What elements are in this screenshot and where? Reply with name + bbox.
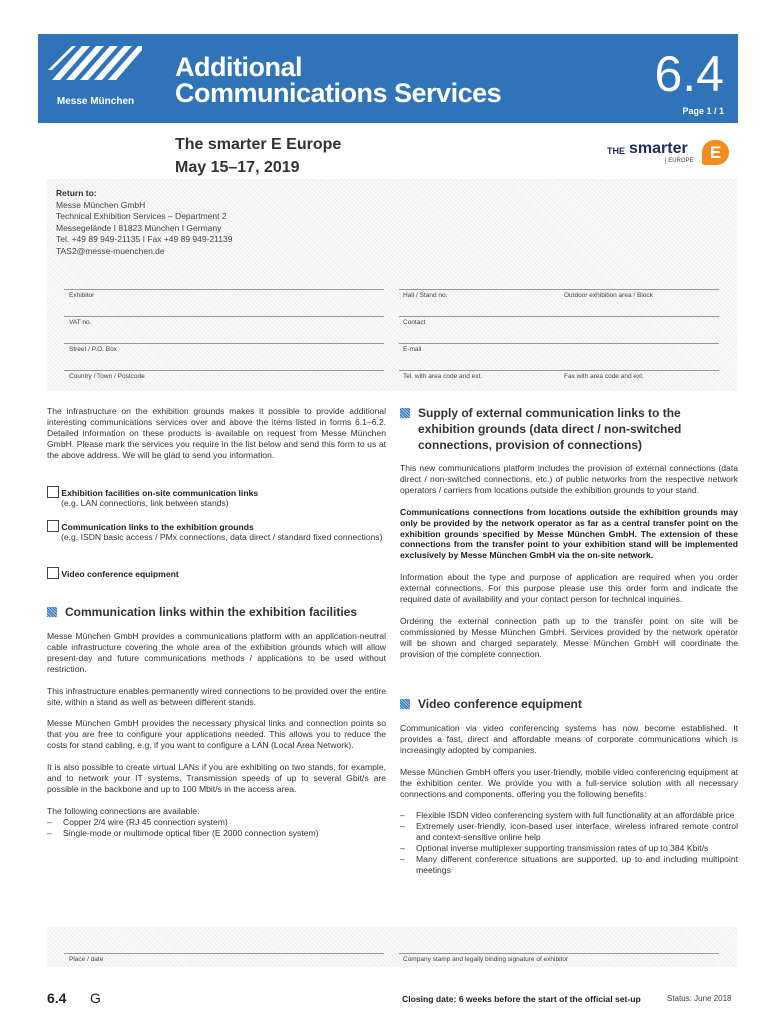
form-title: Additional Communications Services <box>175 52 502 108</box>
form-number: 6.4 <box>654 46 724 102</box>
checkbox-lan[interactable] <box>47 486 59 498</box>
the-smarter-e-logo: THE smarter | EUROPE E <box>607 140 737 168</box>
footer-letter: G <box>90 990 101 1006</box>
section-bullet-icon <box>400 408 410 418</box>
list-item: – Extremely user-friendly, icon-based user interface, wireless infrared remote control and context-sensitive online help <box>400 821 738 843</box>
messe-muenchen-logo <box>38 34 153 123</box>
list-item: – Single-mode or multimode optical fiber (E 2000 connection system) <box>47 828 386 839</box>
list-item: – Optional inverse multiplexer supporting transmission rates of up to 384 Kbit/s <box>400 843 738 854</box>
section-video-body: Communication via video conferencing systems has now become established. It provides a fast, direct and affordable means of corporate communications which is increasingly adopted by companies. Messe München GmbH offers you user-friendly, mobile video conferencing equipment at the exhibition center. We provide you with a full-service solution with all necessary connections and components, offering you the following benefits: – Flexible ISDN video conferencing system with full functionality at an affordable price – Extremely user-friendly, icon-based user interface, wireless infrared remote control and context-sensitive online help – Optional inverse multiplexer supporting transmission rates of up to 384 Kbit/s – Many different conference situations are supported, up to and including multipoint meetings <box>400 723 738 876</box>
street-field[interactable] <box>64 343 384 344</box>
signature-field[interactable] <box>399 953 719 954</box>
country-field[interactable] <box>64 370 384 371</box>
option-lan: Exhibition facilities on-site communication links (e.g. LAN connections, link between stands) <box>47 486 386 509</box>
intro-text: The infrastructure on the exhibition grounds makes it possible to provide additional interesting communications services over and above the items listed in forms 6.1–6.2. Detailed information on these products is available on request from Messe München GmbH. Please mark the services you require in the list below and send this form to us at the above address. We will be glad to send you information. <box>47 406 386 460</box>
checkbox-external-links[interactable] <box>47 520 59 532</box>
list-item: – Many different conference situations are supported, up to and including multipoint meetings <box>400 854 738 876</box>
list-item: – Copper 2/4 wire (RJ 45 connection system) <box>47 817 386 828</box>
signature-box: Place / date Company stamp and legally binding signature of exhibitor <box>47 927 737 967</box>
event-dates: May 15–17, 2019 <box>175 159 300 176</box>
option-external-links: Communication links to the exhibition grounds (e.g. ISDN basic access / PMx connections, data direct / standard fixed connections) <box>47 520 386 543</box>
hall-stand-field[interactable] <box>399 289 719 290</box>
outdoor-area-label: Outdoor exhibition area / Block <box>564 292 653 299</box>
event-name: The smarter E Europe <box>175 136 342 153</box>
logo-stripes-icon <box>38 34 153 94</box>
brand-e-icon: E <box>702 140 729 165</box>
form-header <box>38 34 738 123</box>
section-within-body: Messe München GmbH provides a communications platform with an application-neutral cable infrastructure covering the whole area of the exhibition grounds which will allow present-day and future communications methods / applications to be used without restriction. This infrastructure enables permanently wired connections to be provided over the entire site, within a stand as well as between different stands. Messe München GmbH provides the necessary physical links and connection points so that you are free to configure your applications needed. This allows you to reduce the costs for stand cabling, e.g. if you want to configure a LAN (Local Area Network). It is also possible to create virtual LANs if you are exhibiting on two stands, for example, and to network your IT systems. Transmission speeds of up to several Gbit/s are possible in the backbone and up to 100 Mbit/s in the access area. The following connections are available: – Copper 2/4 wire (RJ 45 connection system) – Single-mode or multimode optical fiber (E 2000 connection system) <box>47 631 386 839</box>
closing-date: Closing date: 6 weeks before the start of the official set-up <box>402 994 641 1004</box>
logo-text: Messe München <box>56 96 135 107</box>
list-item: – Flexible ISDN video conferencing system with full functionality at an affordable price <box>400 810 738 821</box>
checkbox-video[interactable] <box>47 567 59 579</box>
section-external-body: This new communications platform includes the provision of external connections (data direct / non-switched connections, etc.) of public networks from the respective network operators / carriers from locations outside the exhibition grounds to your stand. Communications connections from locations outside the exhibition grounds may only be provided by the network operator as far as a central transfer point on the exhibition grounds specified by Messe München GmbH. The extension of these connections from the transfer point to your exhibition stand will be implemented exclusively by Messe München GmbH via the on-site network. Information about the type and purpose of application are required when you order external connections. For this purpose please use this order form and indicate the required date of availability and your contact person for technical inquiries. Ordering the external connection path up to the transfer point on site will be commissioned by Messe München GmbH. Services provided by the network operator will be shown and charged separately. Messe München GmbH will coordinate the provision of the complete connection. <box>400 463 738 659</box>
page-indicator: Page 1 / 1 <box>682 106 724 116</box>
exhibitor-field[interactable] <box>64 289 384 290</box>
footer-form-number: 6.4 <box>47 990 67 1006</box>
return-address: Return to: Messe München GmbH Technical Exhibition Services – Department 2 Messegelände I 81823 München I Germany Tel. +49 89 949-21135 I Fax +49 89 949-21139 TAS2@messe-muenchen.de <box>56 188 233 256</box>
email-field[interactable] <box>399 343 719 344</box>
heading-video: Video conference equipment <box>400 696 738 712</box>
vat-field[interactable] <box>64 316 384 317</box>
heading-external: Supply of external communication links to the exhibition grounds (data direct / non-switched connections, provision of connections) <box>400 405 738 453</box>
event-info <box>175 133 341 179</box>
exhibitor-form: Return to: Messe München GmbH Technical Exhibition Services – Department 2 Messegelände I 81823 München I Germany Tel. +49 89 949-21135 I Fax +49 89 949-21139 TAS2@messe-muenchen.de Exhibitor Hall / Stand no. Outdoor exhibition area / Block VAT no. Contact Street / P.O. Box E-mail Country / Town / Postcode Tel. with area code and ext. Fax with area code and ext. <box>47 179 737 391</box>
section-bullet-icon <box>400 699 410 709</box>
option-video: Video conference equipment <box>47 567 386 579</box>
place-date-field[interactable] <box>64 953 384 954</box>
status-date: Status: June 2018 <box>667 994 732 1003</box>
tel-field[interactable] <box>399 370 719 371</box>
heading-within: Communication links within the exhibition facilities <box>47 604 386 620</box>
contact-field[interactable] <box>399 316 719 317</box>
section-bullet-icon <box>47 607 57 617</box>
fax-label: Fax with area code and ext. <box>564 373 644 380</box>
